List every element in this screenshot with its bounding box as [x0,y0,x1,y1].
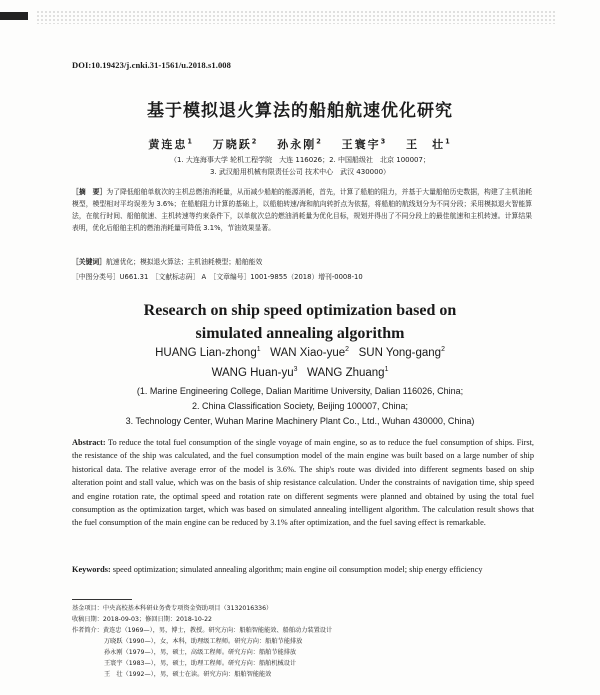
doi-line: DOI:10.19423/j.cnki.31-1561/u.2018.s1.008 [72,60,231,70]
footnote-line: 收稿日期：2018-09-03；修回日期：2018-10-22 [72,616,212,623]
footnote-line: 作者简介：黄连忠（1969—），男，博士，教授。研究方向：船舶智能能效、船舶动力装置设计 [72,627,333,634]
cn-author: 黄连忠$^1$ [148,137,194,151]
cn-affiliation-line: （1. 大连海事大学 轮机工程学院 大连 116026；2. 中国船级社 北京 100007； [170,156,430,164]
cn-author: 王寰宇$^3$ [341,137,388,151]
en-author: HUANG Lian-zhong$^1$ [155,346,261,359]
footnote-line: 王寰宇（1983—），男，硕士，助理工程师。研究方向：船舶机械设计 [104,660,297,667]
en-keywords-text: speed optimization; simulated annealing algorithm; main engine oil consumption model; ship energy efficiency [112,565,483,574]
footnote-line: 万晓跃（1990—），女，本科，助理级工程师。研究方向：船舶节能排放 [104,638,303,645]
cn-author: 王 壮$^1$ [406,137,452,151]
cn-abstract-text: 为了降低船舶单航次的主机总燃油消耗量，从而减少船舶的能源消耗，首先，计算了船舶的阻力，并基于大量船舶历史数据，构建了主机油耗模型，模型相对平均误差为 3.6%；在船舶阻力计算的基础上，以船舶转速/海和航向转折点为依据，将船舶的航线划分为不同分段；采用模拟退火智能算法，在航行时间、船舶航速、主机转速等约束条件下，以单航次总的燃油消耗量为优化目标，规划并得出了不同分段上的最佳航速和主机转速。计算结果表明，优化后船舶主机的燃油消耗量可降低 3.1%，节油效果显著。 [72,188,533,232]
en-affiliation-line: (1. Marine Engineering College, Dalian Maritime University, Dalian 116026, China; [136,386,464,396]
chinese-abstract [72,186,532,234]
en-affiliation-line: 3. Technology Center, Wuhan Marine Machinery Plant Co., Ltd., Wuhan 430000, China) [125,416,475,426]
chinese-authors [0,136,600,152]
scan-noise-band [36,10,556,24]
en-abstract-label: Abstract: [72,438,106,447]
english-title-line-1: Research on ship speed optimization based on [143,302,457,319]
cn-abstract-label: ［摘 要］ [72,188,107,196]
cn-author: 万晓跃$^2$ [212,137,259,151]
english-title-line-2: simulated annealing algorithm [195,325,405,342]
en-keywords-label: Keywords: [72,565,111,574]
en-author: WANG Huan-$yu^3$ [211,366,298,379]
chinese-title: 基于模拟退火算法的船舶航速优化研究 [147,101,453,121]
english-authors-line-2 [0,367,600,379]
en-abstract-text: To reduce the total fuel consumption of the single voyage of main engine, so as to reduce the fuel consumption of ships. First, the resistance of the ship was calculated, and the fuel consumption model of the main engine was built based on a large number of ship historical data. The relative average error of the model is 3.6%. The ship's route was divided into different segments based on ship alteration point and stall value, which was on the basis of ship resistance calculation. Under the constraints of navigation time, ship speed and engine rotation rate, the optimal speed and rotation rate on different segments were planned and obtained by using the total fuel consumption as the optimization target, which was based on simulated annealing intelligent algorithm. The calculation result shows that the fuel consumption of the main engine can be reduced by 3.1% after optimization, and the fuel saving effect is remarkable. [72,438,534,528]
en-author: WANG Zhuang$^1$ [307,366,389,379]
scan-corner-mark [0,12,28,20]
en-affiliation-line: 2. China Classification Society, Beijing 100007, China; [192,401,408,411]
chinese-keywords [72,256,262,266]
en-author: WAN Xiao-yue$^2$ [270,346,349,359]
cn-keywords-text: 航速优化；模拟退火算法；主机油耗模型；船舶能效 [105,258,263,266]
english-keywords [72,563,534,576]
cn-affiliation-line: 3. 武汉船用机械有限责任公司 技术中心 武汉 430000） [209,168,391,176]
footnote-line: 王 壮（1992—），男，硕士在读。研究方向：船舶智能能效 [104,671,272,678]
english-authors-line-1 [0,347,600,359]
cn-author: 孙永刚$^2$ [277,137,323,151]
footnote-divider [72,599,132,600]
footnote-line: 孙永刚（1979—），男，硕士，高级工程师。研究方向：船舶节能排放 [104,649,297,656]
footnote-line: 基金项目：中央高校基本科研业务费专项资金资助项目（3132016336） [72,605,273,612]
en-author: SUN Yong-gang$^2$ [358,346,445,359]
classification-line: ［中图分类号］U661.31 ［文献标志码］ A ［文章编号］1001-9855（2018）增刊-0008-10 [72,273,363,281]
cn-keywords-label: ［关键词］ [72,258,106,266]
english-abstract [72,436,534,530]
